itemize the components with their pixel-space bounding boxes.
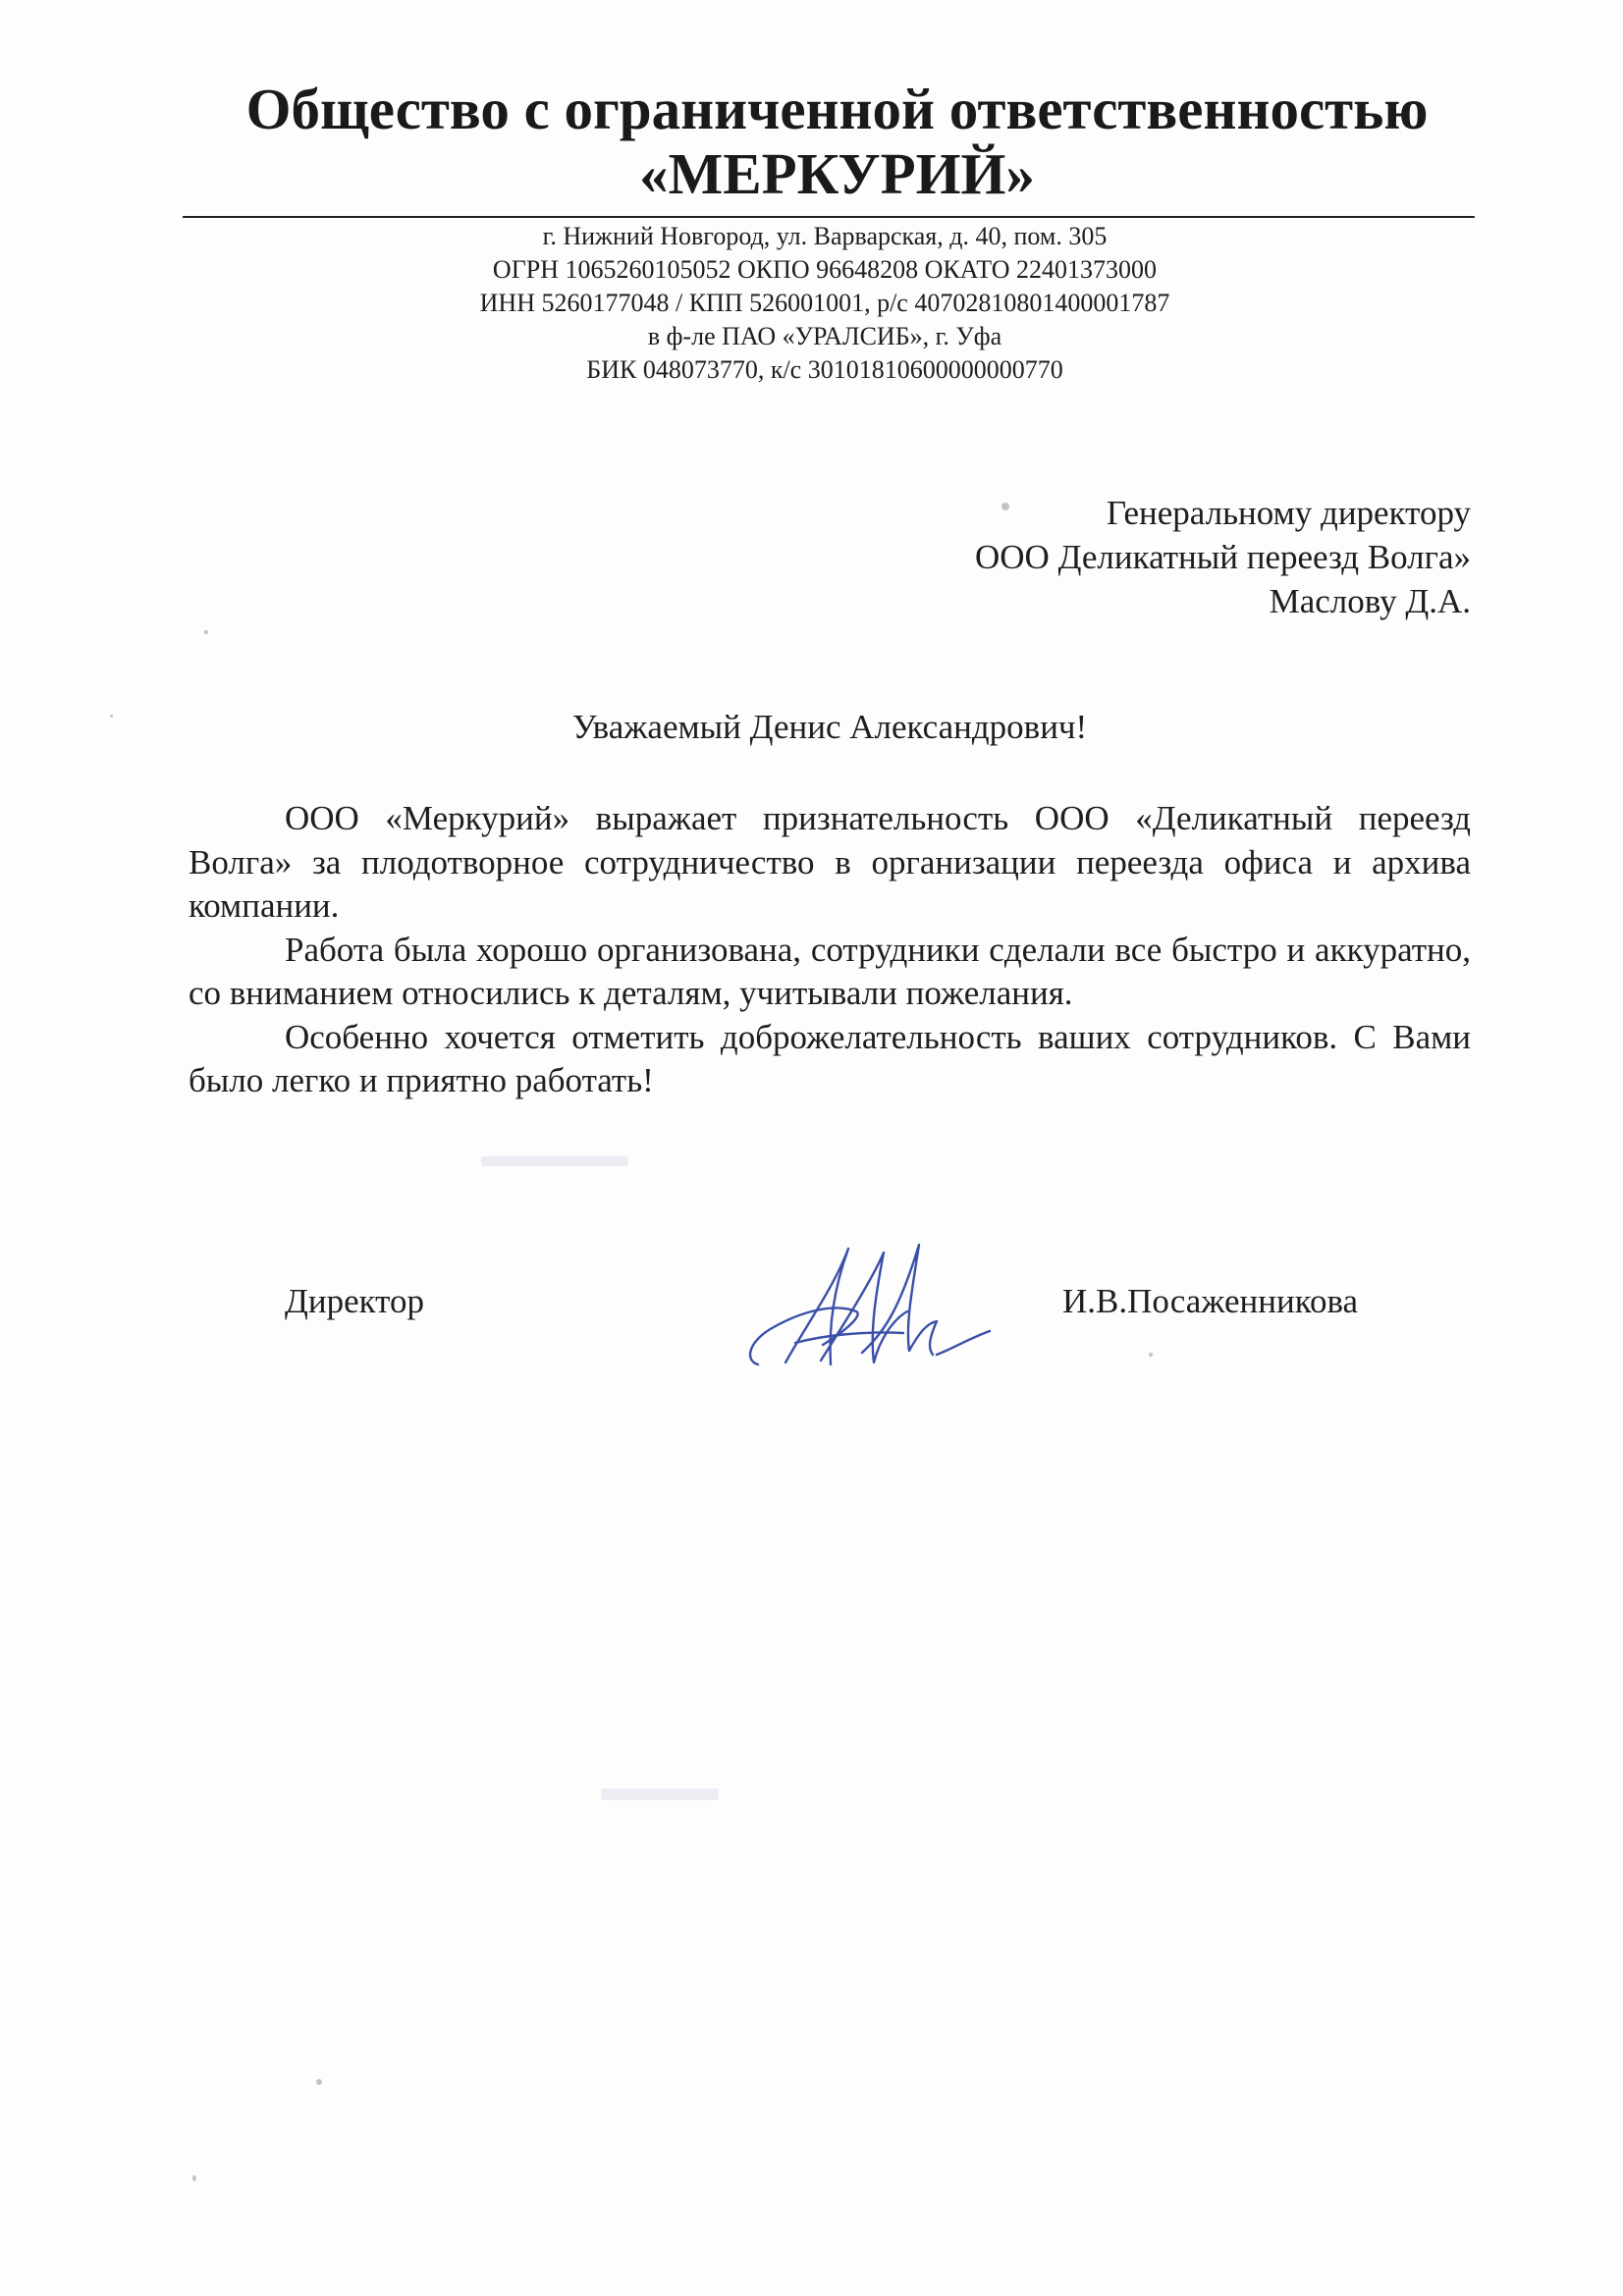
letterhead-requisites <box>373 220 1276 387</box>
body-paragraph: ООО «Меркурий» выражает признательность ООО «Деликатный переезд Волга» за плодотворное сотрудничество в организации переезда офиса и архива компании. <box>189 799 1471 925</box>
org-name-line-1: Общество с ограниченной ответственностью <box>245 77 1429 141</box>
addressee-name: Маслову Д.А. <box>1269 582 1471 620</box>
org-name-line-2: «МЕРКУРИЙ» <box>639 141 1035 206</box>
scan-speck <box>192 2175 196 2181</box>
letterhead-org-name <box>177 77 1497 206</box>
requisites-registration: ОГРН 1065260105052 ОКПО 96648208 ОКАТО 22401373000 <box>492 255 1158 284</box>
scan-speck <box>204 630 208 634</box>
addressee-block <box>685 491 1471 623</box>
salutation: Уважаемый Денис Александрович! <box>571 708 1088 746</box>
body-paragraph: Работа была хорошо организована, сотрудники сделали все быстро и аккуратно, со вниманием относились к деталям, учитывали пожелания. <box>189 930 1471 1012</box>
faint-scan-mark <box>481 1156 628 1166</box>
addressee-position: Генеральному директору <box>1106 494 1471 532</box>
letterhead-divider <box>183 216 1475 218</box>
faint-scan-mark <box>601 1789 719 1800</box>
requisites-bik: БИК 048073770, к/с 30101810600000000770 <box>586 355 1063 384</box>
addressee-company: ООО Деликатный переезд Волга» <box>975 538 1471 576</box>
signatory-position: Директор <box>285 1282 425 1320</box>
handwritten-signature <box>727 1225 1001 1382</box>
requisites-bank: в ф-ле ПАО «УРАЛСИБ», г. Уфа <box>647 322 1002 350</box>
requisites-tax-account: ИНН 5260177048 / КПП 526001001, р/с 40702810801400001787 <box>479 289 1170 317</box>
letter-body <box>189 797 1471 1103</box>
body-paragraph: Особенно хочется отметить доброжелательность ваших сотрудников. С Вами было легко и приятно работать! <box>189 1017 1471 1099</box>
requisites-address: г. Нижний Новгород, ул. Варварская, д. 40, пом. 305 <box>542 222 1108 250</box>
signatory-name: И.В.Посаженникова <box>1062 1282 1359 1320</box>
scan-speck <box>1149 1353 1153 1357</box>
scan-speck <box>110 715 113 718</box>
scan-speck <box>1001 503 1009 510</box>
scan-speck <box>316 2079 322 2085</box>
